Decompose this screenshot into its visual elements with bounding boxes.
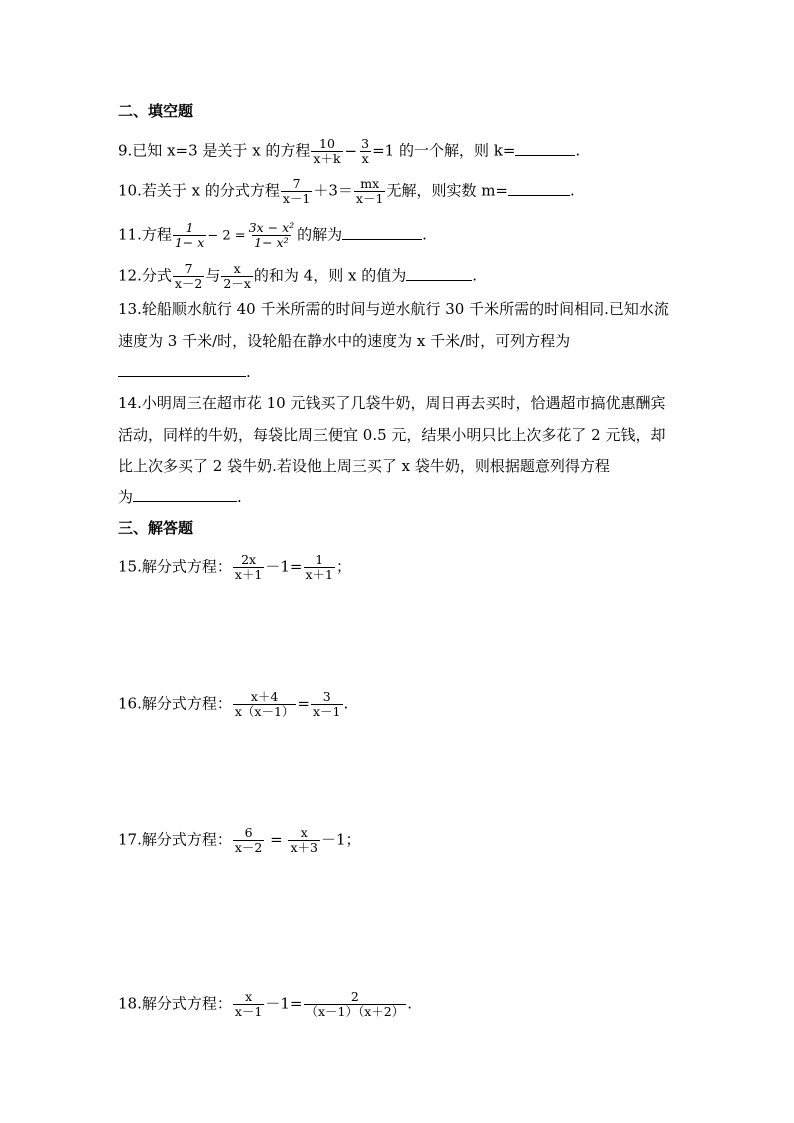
question-17 <box>118 826 361 855</box>
q10-fraction-2: $\frac{mx}{x-1}$ <box>355 176 384 206</box>
q17-fraction-1: $\frac{6}{x-2}$ <box>234 825 263 855</box>
q16-fraction-2: $\frac{3}{x-1}$ <box>313 689 341 719</box>
q13-line-2: 速度为 3 千米/时，设轮船在静水中的速度为 x 千米/时，可列方程为 <box>118 332 571 350</box>
q14-end: . <box>237 488 242 506</box>
q16-text: 16.解分式方程： <box>118 694 232 713</box>
q18-end: . <box>407 994 413 1013</box>
question-12 <box>118 262 477 291</box>
q12-text: 12.分式 <box>118 266 172 285</box>
q9-text-2: =1 的一个解，则 k= <box>372 141 516 160</box>
answer-blank <box>406 266 472 281</box>
q11-fraction-2: $\frac{\text{3x − x²}}{\text{1− x²}}$ <box>248 220 295 250</box>
q9-text: 9.已知 x=3 是关于 x 的方程 <box>118 141 311 160</box>
q17-operator: = <box>265 830 288 849</box>
q9-operator: − <box>344 141 358 160</box>
q15-fraction-1: $\frac{2x}{x+1}$ <box>234 552 263 582</box>
q11-end: . <box>422 225 427 244</box>
q11-text-2: 的解为 <box>297 225 343 244</box>
q18-fraction-2: $\frac{2}{(x-1)(x+2)}$ <box>305 989 405 1019</box>
answer-blank <box>342 225 422 240</box>
q13-answer-line <box>118 362 251 382</box>
q14-line-1: 14.小明周三在超市花 10 元钱买了几袋牛奶，周日再去买时，恰遇超市搞优惠酬宾 <box>118 394 666 412</box>
q14-line-4: 为 <box>118 488 134 506</box>
q18-fraction-1: $\frac{x}{x-1}$ <box>234 989 263 1019</box>
q17-fraction-2: $\frac{x}{x+3}$ <box>290 825 318 855</box>
q14-line-3: 比上次多买了 2 袋牛奶.若设他上周三买了 x 袋牛奶，则根据题意列得方程 <box>118 457 610 475</box>
section-title-fill: 二、填空题 <box>118 102 194 120</box>
q12-end: . <box>472 266 477 285</box>
section-title-solve: 三、解答题 <box>118 519 194 537</box>
question-9 <box>118 137 580 166</box>
q9-fraction-1: $\frac{10}{x+k}$ <box>313 136 341 166</box>
question-11 <box>118 221 427 250</box>
question-15 <box>118 553 351 582</box>
q10-end: . <box>570 181 575 200</box>
q10-text: 10.若关于 x 的分式方程 <box>118 181 280 200</box>
q15-text: 15.解分式方程： <box>118 557 232 576</box>
q11-operator: − 2 = <box>207 228 246 244</box>
q16-end: . <box>343 694 349 713</box>
q11-fraction-1: $\frac{1}{1- x}$ <box>174 220 205 250</box>
answer-blank <box>508 181 570 196</box>
q18-operator: －1= <box>265 994 303 1013</box>
q16-operator: = <box>297 694 310 713</box>
q13-end: . <box>246 363 251 381</box>
q12-fraction-2: $\frac{x}{2-x}$ <box>223 261 251 291</box>
q9-end: . <box>575 141 581 160</box>
answer-blank <box>118 362 246 377</box>
q15-fraction-2: $\frac{1}{x+1}$ <box>305 552 334 582</box>
q14-line-2: 活动，同样的牛奶，每袋比周三便宜 0.5 元，结果小明只比上次多花了 2 元钱，却 <box>118 426 666 444</box>
question-16 <box>118 690 348 719</box>
q15-end: ； <box>336 557 352 576</box>
q12-text-2: 的和为 4，则 x 的值为 <box>253 266 407 285</box>
q13-line-1: 13.轮船顺水航行 40 千米所需的时间与逆水航行 30 千米所需的时间相同.已知水流 <box>118 300 669 318</box>
q17-end: －1； <box>321 830 361 849</box>
q10-fraction-1: $\frac{7}{x-1}$ <box>282 176 311 206</box>
question-18 <box>118 990 412 1019</box>
answer-blank <box>515 141 575 156</box>
q9-fraction-2: $\frac{3}{x}$ <box>361 136 370 166</box>
q15-operator: －1= <box>265 557 303 576</box>
question-10 <box>118 177 575 206</box>
q17-text: 17.解分式方程： <box>118 830 232 849</box>
q10-text-2: 无解，则实数 m= <box>386 181 508 200</box>
q12-connector: 与 <box>205 266 221 285</box>
q14-answer-line <box>118 487 242 507</box>
q10-operator: ＋3＝ <box>313 181 353 200</box>
q12-fraction-1: $\frac{7}{x-2}$ <box>174 261 203 291</box>
q16-fraction-1: $\frac{x+4}{x(x-1)}$ <box>234 689 295 719</box>
q11-text: 11.方程 <box>118 225 172 244</box>
q18-text: 18.解分式方程： <box>118 994 232 1013</box>
answer-blank <box>133 487 237 502</box>
